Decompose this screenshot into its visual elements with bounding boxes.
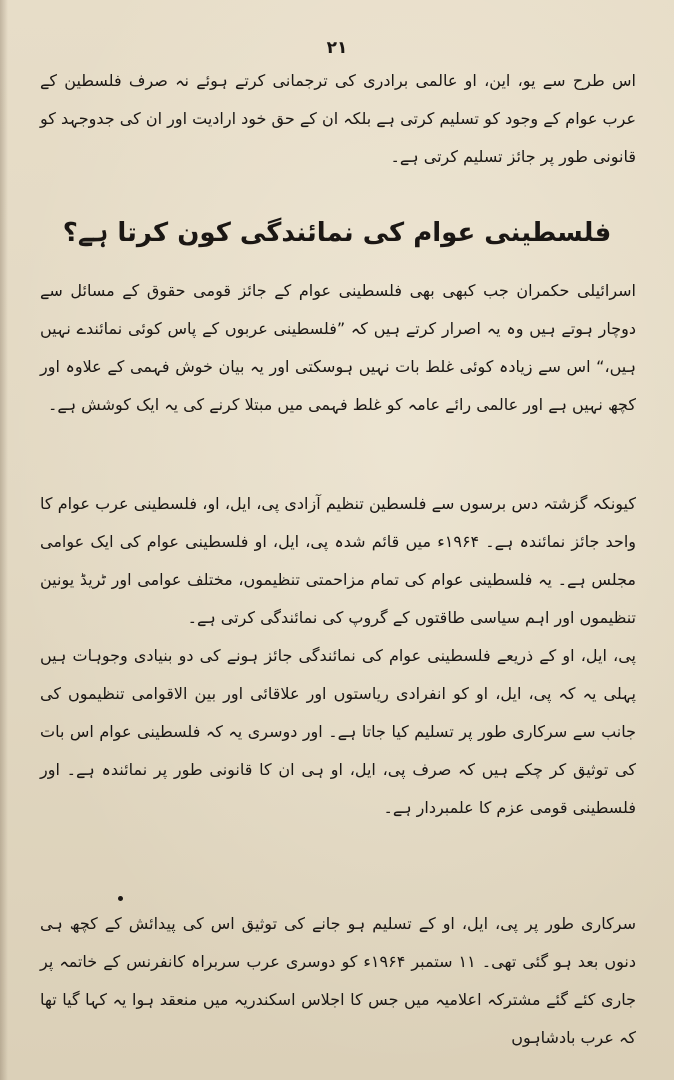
paragraph-block-4 <box>40 905 636 1057</box>
intro-paragraph-block <box>40 62 636 176</box>
body-paragraph: پی، ایل، او کے ذریعے فلسطینی عوام کی نمائندگی جائز ہونے کی دو بنیادی وجوہات ہیں پہلی یہ کہ پی، ایل، او کو انفرادی ریاستوں اور علاقائی اور بین الاقوامی تنظیموں کی جانب سے سرکاری طور پر تسلیم کیا جاتا ہے۔ اور دوسری یہ کہ فلسطینی عوام اس بات کی توثیق کر چکے ہیں کہ صرف پی، ایل، او ہی ان کا قانونی طور پر نمائندہ ہے۔ اور فلسطینی قومی عزم کا علمبردار ہے۔ <box>40 646 636 817</box>
ink-dot <box>118 896 123 901</box>
page-number: ۲۱ <box>326 38 348 58</box>
body-paragraph: کیونکہ گزشتہ دس برسوں سے فلسطین تنظیم آزادی پی، ایل، او، فلسطینی عرب عوام کا واحد جائز نمائندہ ہے۔ ۱۹۶۴ء میں قائم شدہ پی، ایل، او فلسطینی عوام کی ایک عوامی مجلس ہے۔ یہ فلسطینی عوام کی تمام مزاحمتی تنظیموں، مختلف عوامی اور ٹریڈ یونین تنظیموں اور اہم سیاسی طاقتوں کے گروپ کی نمائندگی کرتی ہے۔ <box>40 494 637 627</box>
paragraph-block-3 <box>40 637 636 827</box>
body-paragraph: اسرائیلی حکمران جب کبھی بھی فلسطینی عوام کے جائز قومی حقوق کے مسائل سے دوچار ہوتے ہیں وہ یہ اصرار کرتے ہیں کہ ”فلسطینی عربوں کے پاس کوئی نمائندے نہیں ہیں،“ اس سے زیادہ کوئی غلط بات نہیں ہوسکتی اور یہ بیان خوش فہمی کے علاوہ اور کچھ نہیں ہے اور عالمی رائے عامہ کو غلط فہمی میں مبتلا کرنے کی یہ ایک کوشش ہے۔ <box>40 281 636 414</box>
intro-paragraph: اس طرح سے یو، این، او عالمی برادری کی ترجمانی کرتے ہوئے نہ صرف فلسطین کے عرب عوام کے وجود کو تسلیم کرتی ہے بلکہ ان کے حق خود ارادیت اور ان کی جدوجہد کو قانونی طور پر جائز تسلیم کرتی ہے۔ <box>40 71 636 166</box>
paragraph-block-1 <box>40 272 636 424</box>
section-heading: فلسطینی عوام کی نمائندگی کون کرتا ہے؟ <box>62 218 612 248</box>
paragraph-block-2 <box>40 485 636 637</box>
body-paragraph: سرکاری طور پر پی، ایل، او کے تسلیم ہو جانے کی توثیق اس کی پیدائش کے کچھ ہی دنوں بعد ہو گئی تھی۔ ۱۱ ستمبر ۱۹۶۴ء کو دوسری عرب سربراہ کانفرنس کے خاتمہ پر جاری کئے گئے مشترکہ اعلامیہ میں جس کا اجلاس اسکندریہ میں منعقد ہوا یہ کہا گیا تھا کہ عرب بادشاہوں <box>40 914 637 1047</box>
scan-edge-shadow <box>0 0 8 1080</box>
